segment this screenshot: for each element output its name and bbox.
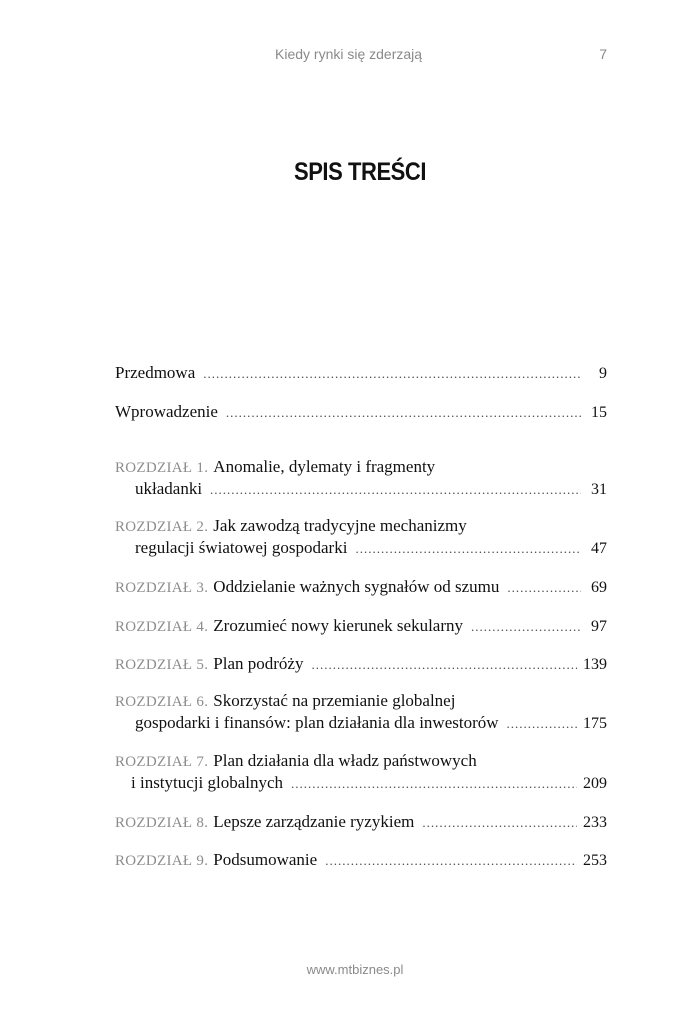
toc-leader-dots	[422, 812, 577, 834]
toc-leader-dots	[291, 773, 577, 795]
running-header	[115, 46, 607, 66]
toc-entry-chapter-6	[115, 690, 607, 734]
toc-leader-dots	[471, 616, 581, 638]
toc-entry-title: Skorzystać na przemianie globalnej	[213, 691, 456, 710]
toc-entry-title-continued: układanki	[135, 479, 203, 498]
footer-website: www.mtbiznes.pl	[306, 962, 404, 977]
toc-chapter-label: ROZDZIAŁ 1.	[115, 460, 209, 476]
toc-leader-dots	[203, 363, 581, 385]
toc-entry-title: Zrozumieć nowy kierunek sekularny	[213, 616, 464, 635]
toc-leader-dots	[226, 402, 581, 424]
toc-chapter-label: ROZDZIAŁ 9.	[115, 853, 209, 869]
toc-entry-chapter-5	[115, 653, 607, 675]
toc-entry-foreword	[115, 362, 607, 384]
toc-page-number: 253	[583, 852, 607, 869]
toc-entry-chapter-9	[115, 849, 607, 871]
toc-leader-dots	[311, 654, 577, 676]
toc-chapter-label: ROZDZIAŁ 4.	[115, 619, 209, 635]
toc-entry-chapter-1	[115, 456, 607, 500]
toc-leader-dots	[507, 577, 581, 599]
toc-leader-dots	[210, 479, 581, 501]
toc-page-number: 31	[591, 481, 607, 498]
toc-entry-title-continued: gospodarki i finansów: plan działania dla inwestorów	[135, 713, 499, 732]
toc-leader-dots	[325, 850, 577, 872]
toc-page-number: 233	[583, 814, 607, 831]
toc-entry-title: Przedmowa	[115, 363, 196, 382]
toc-entry-title: Jak zawodzą tradycyjne mechanizmy	[213, 516, 467, 535]
toc-entry-chapter-2	[115, 515, 607, 559]
toc-entry-title: Anomalie, dylematy i fragmenty	[213, 457, 436, 476]
toc-entry-chapter-4	[115, 615, 607, 637]
toc-entry-introduction	[115, 401, 607, 423]
toc-page-number: 9	[599, 365, 607, 382]
toc-entry-title: Plan działania dla władz państwowych	[213, 751, 477, 770]
toc-entry-title: Podsumowanie	[213, 850, 318, 869]
toc-leader-dots	[355, 538, 581, 560]
toc-entry-title: Wprowadzenie	[115, 402, 218, 421]
toc-entry-chapter-3	[115, 576, 607, 598]
toc-entry-title-continued: i instytucji globalnych	[131, 773, 284, 792]
toc-page-number: 97	[591, 618, 607, 635]
running-header-page-number: 7	[599, 46, 607, 62]
toc-chapter-label: ROZDZIAŁ 2.	[115, 519, 209, 535]
toc-page-number: 139	[583, 656, 607, 673]
toc-entry-chapter-8	[115, 811, 607, 833]
toc-page-number: 47	[591, 540, 607, 557]
toc-chapter-label: ROZDZIAŁ 3.	[115, 580, 209, 596]
toc-entry-title: Plan podróży	[213, 654, 304, 673]
toc-chapter-label: ROZDZIAŁ 7.	[115, 754, 209, 770]
toc-page-number: 69	[591, 579, 607, 596]
toc-entry-title: Oddzielanie ważnych sygnałów od szumu	[213, 577, 500, 596]
toc-chapter-label: ROZDZIAŁ 6.	[115, 694, 209, 710]
toc-entry-title: Lepsze zarządzanie ryzykiem	[213, 812, 415, 831]
toc-entry-chapter-7	[115, 750, 607, 794]
toc-page-number: 15	[591, 404, 607, 421]
toc-chapter-label: ROZDZIAŁ 8.	[115, 815, 209, 831]
toc-leader-dots	[507, 713, 577, 735]
toc-entry-title-continued: regulacji światowej gospodarki	[135, 538, 348, 557]
toc-page-number: 175	[583, 715, 607, 732]
toc-chapter-label: ROZDZIAŁ 5.	[115, 657, 209, 673]
toc-page-number: 209	[583, 775, 607, 792]
page-title: SPIS TREŚCI	[293, 158, 427, 186]
running-header-book-title: Kiedy rynki się zderzają	[275, 46, 423, 62]
